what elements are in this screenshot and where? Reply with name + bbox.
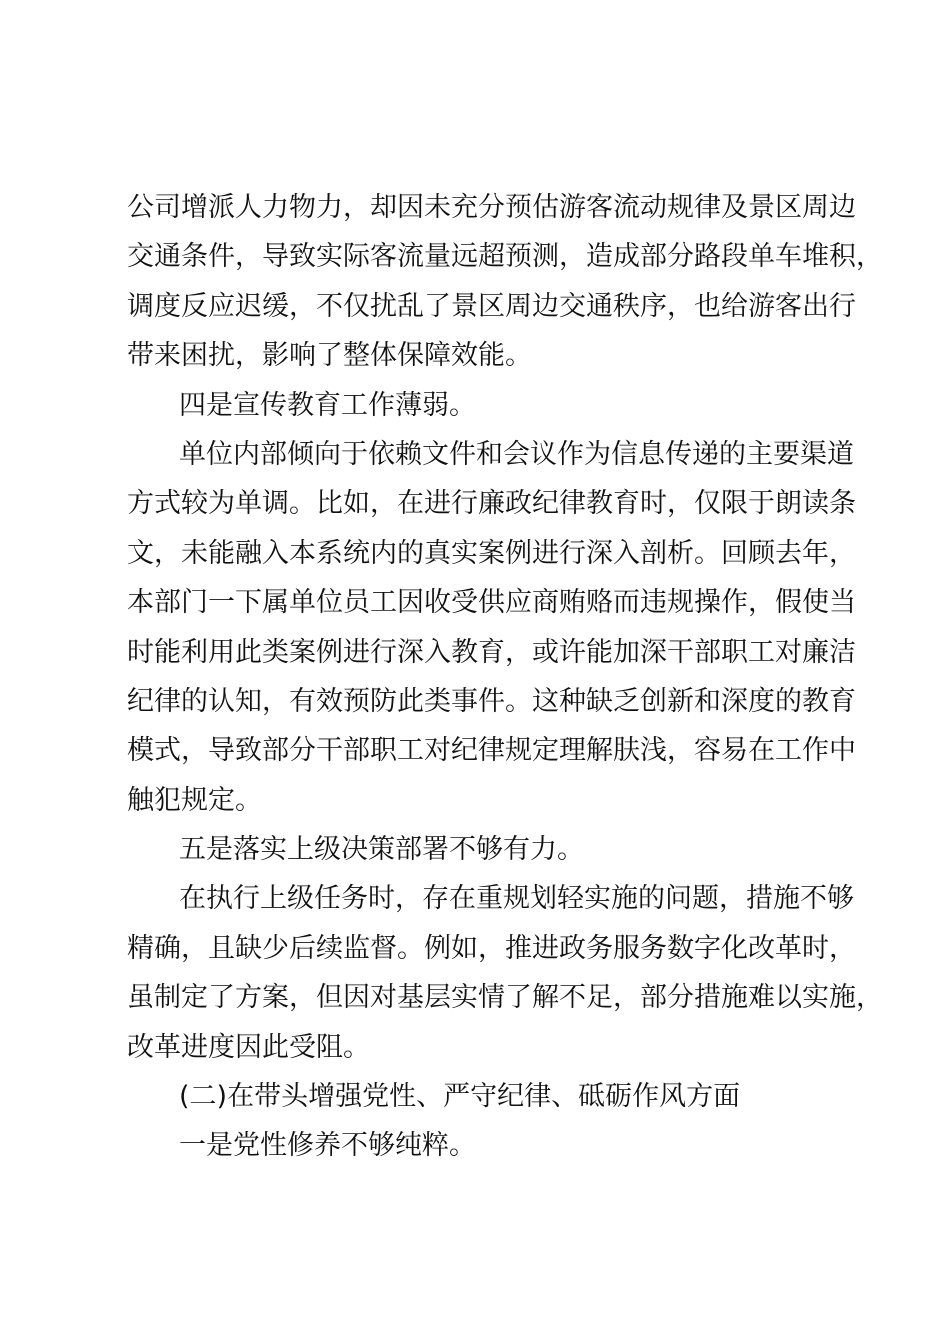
section-heading-5: 五是落实上级决策部署不够有力。 bbox=[179, 834, 584, 866]
section-heading-4: 四是宣传教育工作薄弱。 bbox=[179, 389, 476, 421]
document-body bbox=[127, 183, 883, 1171]
text-line-9: 本部门一下属单位员工因收受供应商贿赂而违规操作，假使当 bbox=[127, 587, 856, 619]
text-line-18: 改革进度因此受阻。 bbox=[127, 1031, 370, 1063]
text-line-2: 交通条件，导致实际客流量远超预测，造成部分路段单车堆积， bbox=[127, 241, 883, 273]
text-line-6: 单位内部倾向于依赖文件和会议作为信息传递的主要渠道 bbox=[179, 438, 854, 470]
text-line-15: 在执行上级任务时，存在重规划轻实施的问题，措施不够 bbox=[179, 883, 854, 915]
text-line-13: 触犯规定。 bbox=[127, 784, 262, 816]
text-line-3: 调度反应迟缓，不仅扰乱了景区周边交通秩序，也给游客出行 bbox=[127, 290, 856, 322]
subsection-heading-2: (二)在带头增强党性、严守纪律、砥砺作风方面 bbox=[179, 1081, 741, 1113]
text-line-4: 带来困扰，影响了整体保障效能。 bbox=[127, 340, 532, 372]
text-line-11: 纪律的认知，有效预防此类事件。这种缺乏创新和深度的教育 bbox=[127, 685, 856, 717]
text-line-8: 文，未能融入本系统内的真实案例进行深入剖析。回顾去年， bbox=[127, 537, 856, 569]
text-line-7: 方式较为单调。比如，在进行廉政纪律教育时，仅限于朗读条 bbox=[127, 488, 856, 520]
section-heading-1: 一是党性修养不够纯粹。 bbox=[179, 1130, 476, 1162]
text-line-1: 公司增派人力物力，却因未充分预估游客流动规律及景区周边 bbox=[127, 192, 856, 223]
text-line-16: 精确，且缺少后续监督。例如，推进政务服务数字化改革时， bbox=[127, 932, 856, 964]
text-line-12: 模式，导致部分干部职工对纪律规定理解肤浅，容易在工作中 bbox=[127, 735, 856, 767]
text-line-17: 虽制定了方案，但因对基层实情了解不足，部分措施难以实施， bbox=[127, 982, 883, 1014]
text-line-10: 时能利用此类案例进行深入教育，或许能加深干部职工对廉洁 bbox=[127, 636, 856, 668]
